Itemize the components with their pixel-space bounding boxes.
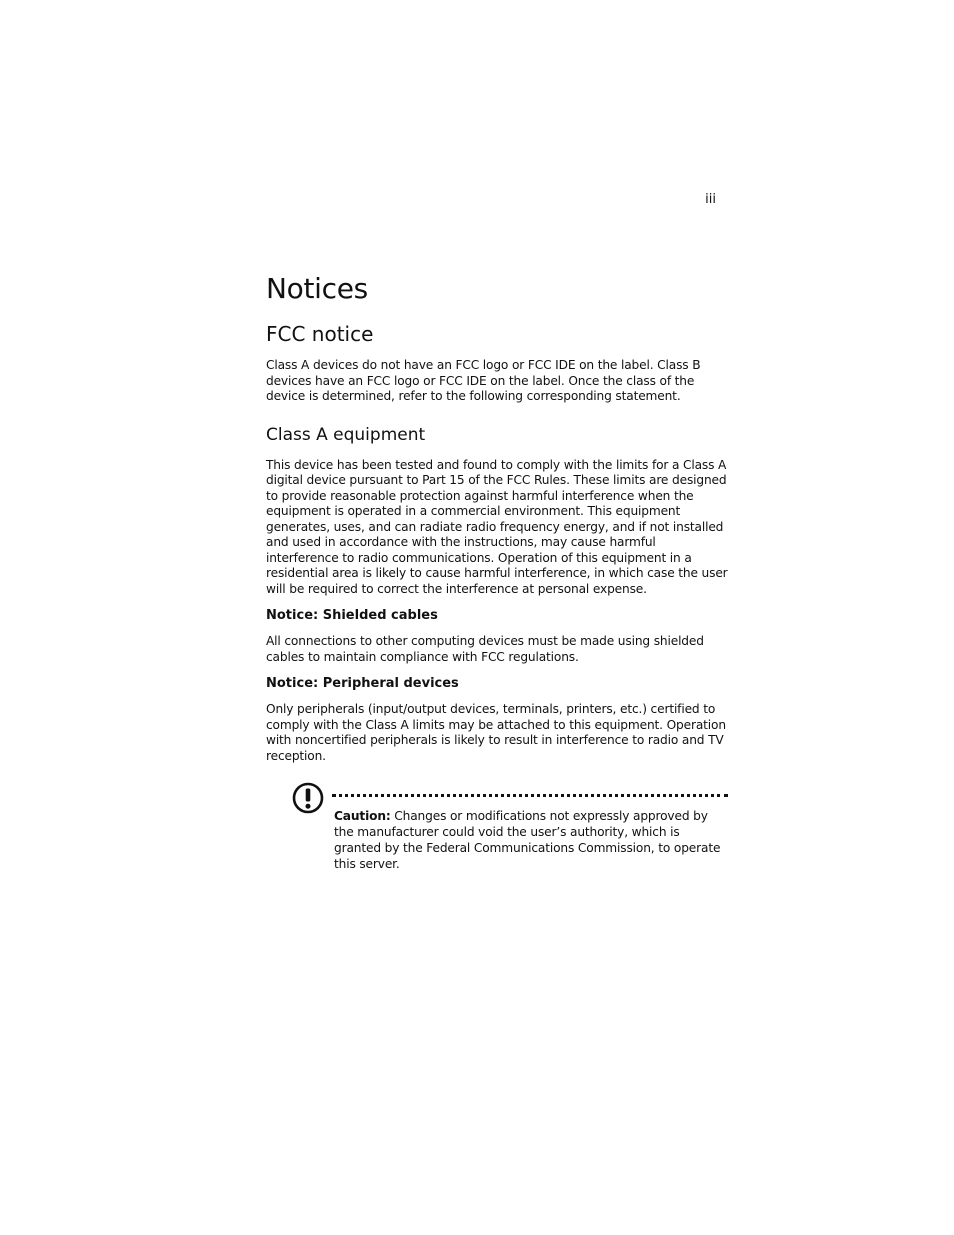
- peripheral-devices-heading: Notice: Peripheral devices: [266, 676, 459, 691]
- shielded-cables-body: All connections to other computing devices must be made using shielded cables to maintain compliance with FCC regulations.: [266, 634, 704, 664]
- caution-box: [266, 782, 728, 871]
- page-title: Notices: [266, 272, 368, 305]
- caution-text: [334, 808, 728, 872]
- page-number: iii: [705, 192, 716, 207]
- fcc-notice-intro: Class A devices do not have an FCC logo or FCC IDE on the label. Class B devices have an FCC logo or FCC IDE on the label. Once the class of the device is determined, refer to the following corresponding statement.: [266, 358, 701, 403]
- peripheral-devices-body: Only peripherals (input/output devices, terminals, printers, etc.) certified to comply with the Class A limits may be attached to this equipment. Operation with noncertified peripherals is likely to result in interference to radio and TV reception.: [266, 702, 726, 763]
- class-a-heading: Class A equipment: [266, 424, 426, 445]
- exclamation-circle-icon: [292, 782, 324, 814]
- fcc-notice-heading: FCC notice: [266, 322, 374, 346]
- caution-dotted-rule: [332, 794, 728, 797]
- class-a-body: This device has been tested and found to comply with the limits for a Class A digital device pursuant to Part 15 of the FCC Rules. These limits are designed to provide reasonable protection against harmful interference when the equipment is operated in a commercial environment. This equipment generates, uses, and can radiate radio frequency energy, and if not installed and used in accordance with the instructions, may cause harmful interference to radio communications. Operation of this equipment in a residential area is likely to cause harmful interference, in which case the user will be required to correct the interference at personal expense.: [266, 457, 728, 596]
- caution-label: Caution:: [334, 809, 391, 823]
- shielded-cables-heading: Notice: Shielded cables: [266, 608, 438, 623]
- caution-message: Changes or modifications not expressly approved by the manufacturer could void the user’s authority, which is granted by the Federal Communications Commission, to operate this server.: [334, 809, 721, 871]
- page-content: [266, 270, 728, 871]
